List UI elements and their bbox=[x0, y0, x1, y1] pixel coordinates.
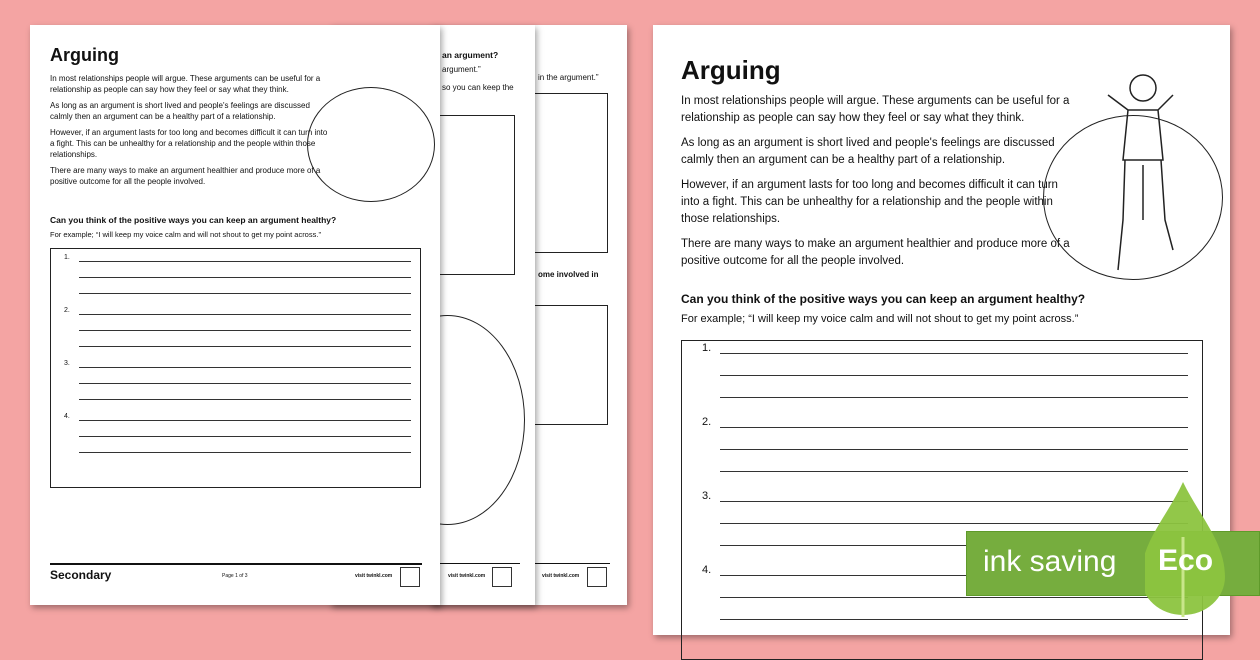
answer-line[interactable] bbox=[720, 597, 1188, 598]
answer-line[interactable] bbox=[720, 397, 1188, 398]
answer-box bbox=[50, 248, 421, 488]
answer-line[interactable] bbox=[79, 367, 411, 368]
item-number: 3. bbox=[702, 490, 712, 502]
answer-line[interactable] bbox=[79, 452, 411, 453]
item-number: 4. bbox=[64, 413, 70, 420]
answer-line[interactable] bbox=[720, 375, 1188, 376]
answer-line[interactable] bbox=[79, 383, 411, 384]
ink-saving-badge: ink saving bbox=[966, 531, 1260, 596]
answer-line[interactable] bbox=[79, 277, 411, 278]
answer-box bbox=[681, 340, 1203, 660]
answer-line[interactable] bbox=[79, 420, 411, 421]
item-number: 2. bbox=[702, 416, 712, 428]
answer-line[interactable] bbox=[79, 436, 411, 437]
page-title: Arguing bbox=[50, 45, 119, 65]
item-number: 3. bbox=[64, 360, 70, 367]
answer-line[interactable] bbox=[720, 427, 1188, 428]
answer-line[interactable] bbox=[79, 346, 411, 347]
item-number: 1. bbox=[64, 254, 70, 261]
answer-line[interactable] bbox=[79, 293, 411, 294]
item-number: 4. bbox=[702, 564, 712, 576]
page-title: Arguing bbox=[681, 55, 781, 85]
answer-line[interactable] bbox=[79, 399, 411, 400]
answer-line[interactable] bbox=[720, 449, 1188, 450]
answer-line[interactable] bbox=[79, 330, 411, 331]
item-number: 2. bbox=[64, 307, 70, 314]
answer-line[interactable] bbox=[79, 261, 411, 262]
worksheet-page-2: an argument? argument.” so you can keep the visit twinkl.com bbox=[330, 25, 535, 605]
twinkl-logo bbox=[492, 567, 512, 587]
twinkl-logo bbox=[587, 567, 607, 587]
worksheet-page-1: Arguing In most relationships people will argue. These arguments can be useful for a relationship as people can say how they feel or say what they think. As long as an argument is short lived and people's feelings are discussed calmly then an argument can be a healthy part of a relationship. However, if an argument lasts for too long and becomes difficult it can turn into a fight. This can be unhealthy for a relationship and the people within those relationships. There are many ways to make an argument healthier and produce more of a positive outcome for all the people involved. Can you think of the positive ways you can keep an argument healthy? For example; “I will keep my voice calm and will not shout to get my point across.” 1. 2. 3. 4. bbox=[653, 25, 1230, 635]
answer-line[interactable] bbox=[720, 501, 1188, 502]
answer-line[interactable] bbox=[720, 471, 1188, 472]
answer-line[interactable] bbox=[720, 353, 1188, 354]
illustration-circle bbox=[307, 87, 435, 202]
worksheet-page-1-thumb: Arguing In most relationships people will argue. These arguments can be useful for a relationship as people can say how they feel or say what they think. As long as an argument is short lived and people's feelings are discussed calmly then an argument can be a healthy part of a relationship. However, if an argument lasts for too long and becomes difficult it can turn into a fight. This can be unhealthy for a relationship and the people within those relationships. There are many ways to make an argument healthier and produce more of a positive outcome for all the people involved. Can you think of the positive ways you can keep an argument healthy? For example; “I will keep my voice calm and will not shout to get my point across.” 1. 2. 3. 4. Secondary Page 1 of 3 visit twinkl.com bbox=[30, 25, 440, 605]
answer-line[interactable] bbox=[720, 523, 1188, 524]
answer-box bbox=[430, 115, 515, 275]
answer-line[interactable] bbox=[720, 619, 1188, 620]
item-number: 1. bbox=[702, 342, 712, 354]
answer-line[interactable] bbox=[79, 314, 411, 315]
person-illustration bbox=[1093, 70, 1193, 280]
worksheet-page-3: in the argument.” ome involved in visit twinkl.com bbox=[430, 25, 627, 605]
answer-box bbox=[530, 305, 608, 425]
twinkl-logo bbox=[400, 567, 420, 587]
